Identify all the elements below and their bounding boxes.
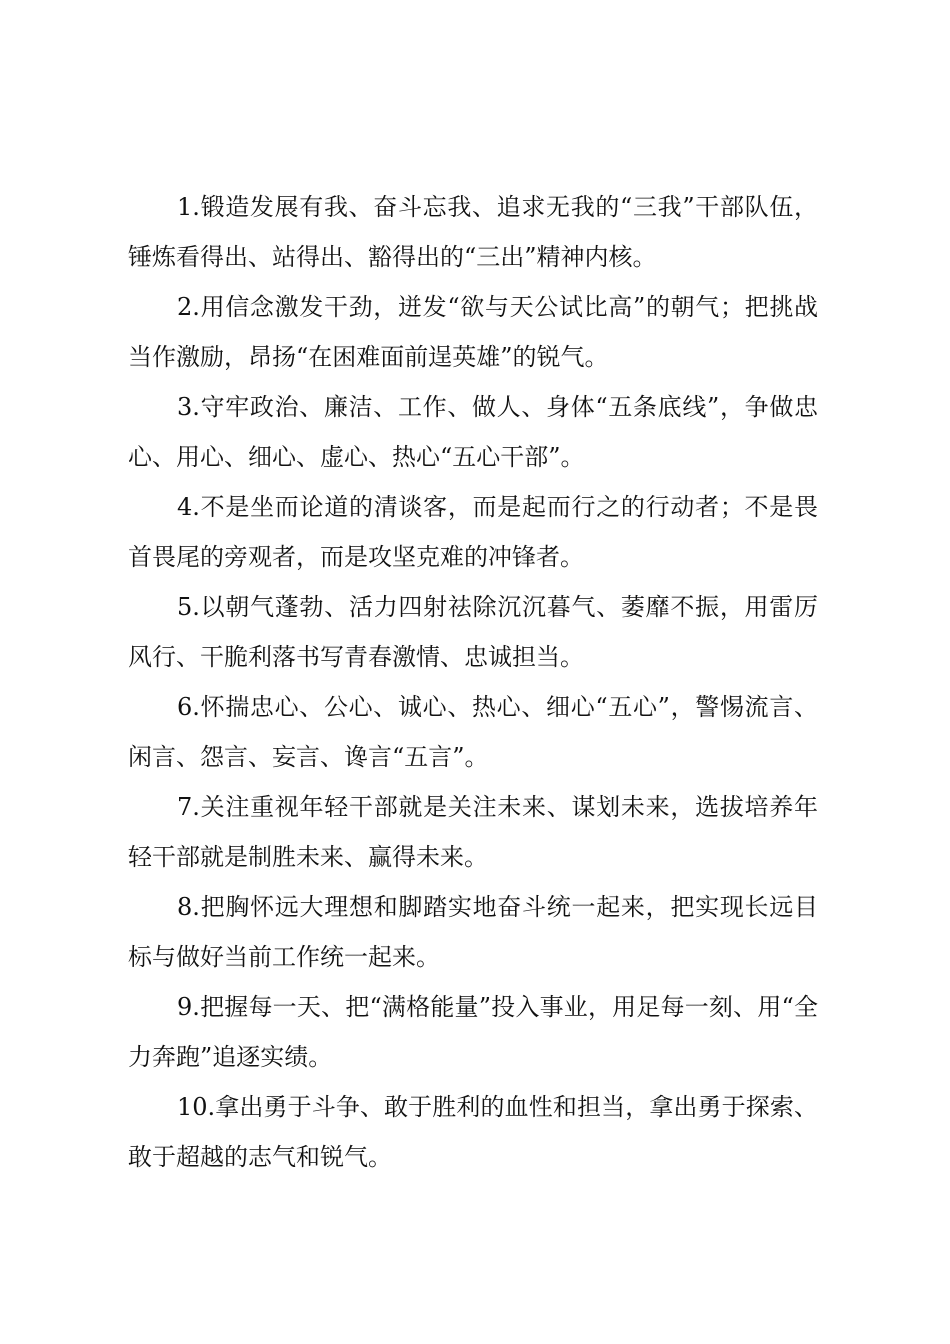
list-item: 1.锻造发展有我、奋斗忘我、追求无我的“三我”干部队伍，锤炼看得出、站得出、豁得出的“三出”精神内核。 bbox=[128, 193, 818, 271]
list-item: 7.关注重视年轻干部就是关注未来、谋划未来，选拔培养年轻干部就是制胜未来、赢得未来。 bbox=[128, 793, 818, 871]
list-item: 10.拿出勇于斗争、敢于胜利的血性和担当，拿出勇于探索、敢于超越的志气和锐气。 bbox=[128, 1093, 818, 1171]
list-item: 9.把握每一天、把“满格能量”投入事业，用足每一刻、用“全力奔跑”追逐实绩。 bbox=[128, 993, 818, 1071]
list-item: 4.不是坐而论道的清谈客，而是起而行之的行动者；不是畏首畏尾的旁观者，而是攻坚克难的冲锋者。 bbox=[128, 493, 818, 571]
list-item: 5.以朝气蓬勃、活力四射祛除沉沉暮气、萎靡不振，用雷厉风行、干脆利落书写青春激情、忠诚担当。 bbox=[128, 593, 818, 671]
list-item: 6.怀揣忠心、公心、诚心、热心、细心“五心”，警惕流言、闲言、怨言、妄言、谗言“五言”。 bbox=[128, 693, 818, 771]
list-item: 2.用信念激发干劲，迸发“欲与天公试比高”的朝气；把挑战当作激励，昂扬“在困难面前逞英雄”的锐气。 bbox=[128, 293, 818, 371]
list-item: 3.守牢政治、廉洁、工作、做人、身体“五条底线”，争做忠心、用心、细心、虚心、热心“五心干部”。 bbox=[128, 393, 818, 471]
list-item: 8.把胸怀远大理想和脚踏实地奋斗统一起来，把实现长远目标与做好当前工作统一起来。 bbox=[128, 893, 818, 971]
document-body bbox=[128, 182, 818, 1182]
